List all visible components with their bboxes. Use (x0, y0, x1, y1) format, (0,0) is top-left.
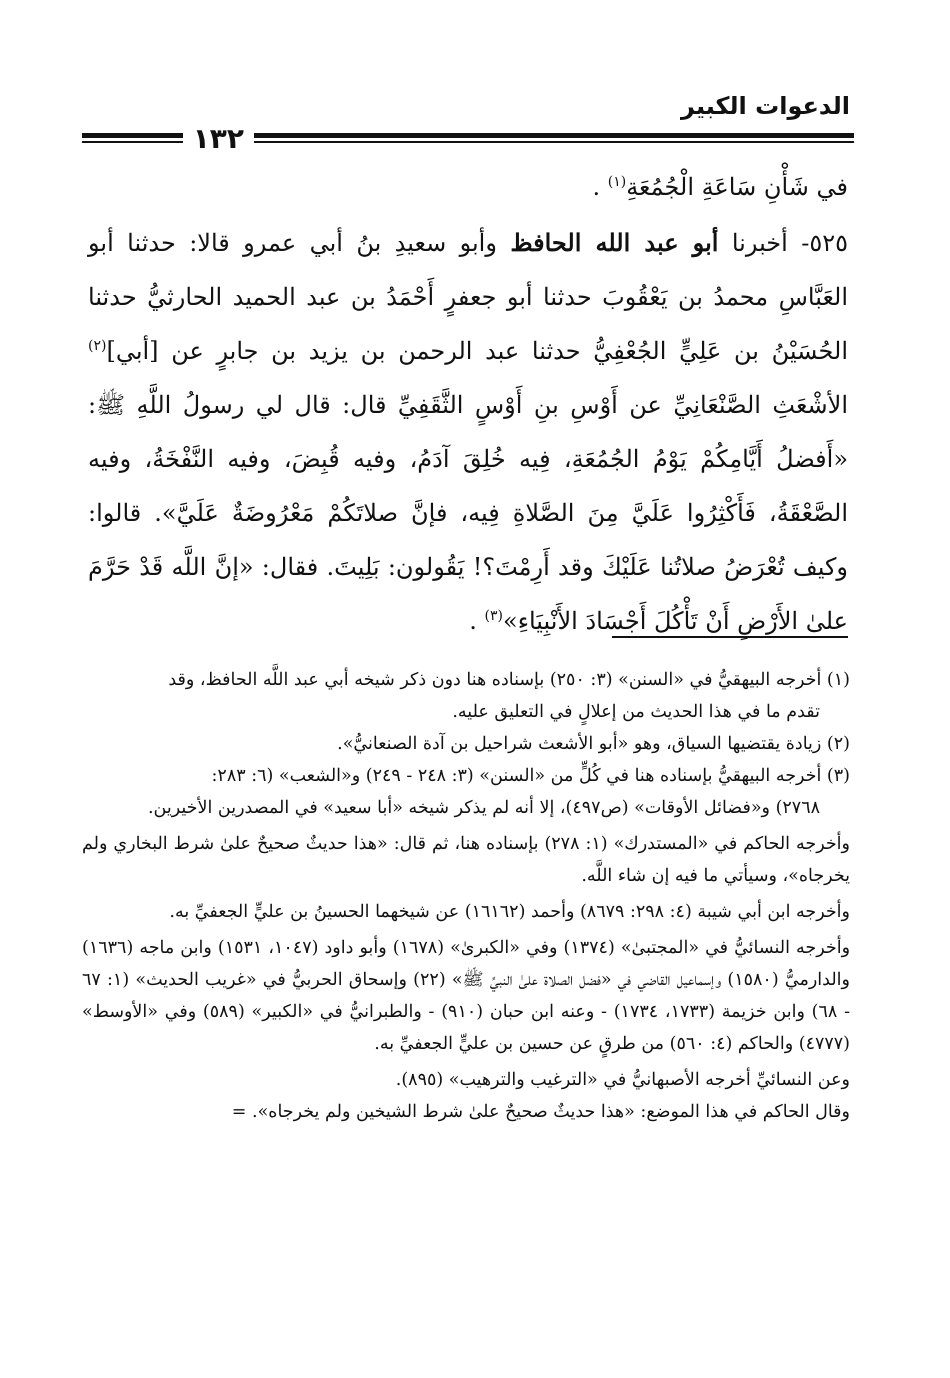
hadith-525 (88, 216, 848, 648)
continuation-text: في شَأْنِ سَاعَةِ الْجُمُعَةِ (626, 173, 848, 201)
footnote-3-para-6: وقال الحاكم في هذا الموضع: «هذا حديثٌ صحيحٌ علىٰ شرط الشيخين ولم يخرجاه». = (231, 1102, 850, 1122)
isnad-text: وأبو سعيدِ بنُ أبي عمرو قالا: حدثنا أبو العَبَّاسِ محمدُ بن يَعْقُوبَ حدثنا أبو جعفرٍ أَحْمَدُ بن عبد الحميد الحارثيُّ حدثنا الحُسَيْنُ بن عَلِيٍّ الجُعْفِيُّ حدثنا عبد الرحمن بن يزيد بن جابرٍ عن [أبي] (88, 229, 848, 365)
footnote-separator (612, 636, 848, 638)
hadith-number-text: ٥٢٥- أخبرنا (718, 229, 848, 257)
footnote-3: (٣) أخرجه البيهقيُّ بإسناده هنا في كُلٍّ من «السنن» (٣: ٢٤٨ - ٢٤٩) و«الشعب» (٦: ٢٨٣: (211, 766, 850, 786)
page-number: ١٣٢ (183, 121, 254, 157)
continuation-line (88, 160, 848, 214)
footnotes (82, 664, 850, 1128)
footnote-3-cont: ٢٧٦٨) و«فضائل الأوقات» (ص٤٩٧)، إلا أنه لم يذكر شيخه «أبا سعيد» في المصدرين الأخيرين. (147, 798, 820, 818)
footnote-ref-2: (٢) (88, 338, 107, 354)
footnote-ref-1: (١) (607, 174, 627, 190)
hadith-end: . (469, 607, 485, 635)
footnote-ref-3: (٣) (484, 608, 504, 624)
footnote-3-para-4: وأخرجه النسائيُّ في «المجتبىٰ» (١٣٧٤) وفي «الكبرىٰ» (١٦٧٨) وأبو داود (١٠٤٧، ١٥٣١) وابن ماجه (١٦٣٦) والدارميُّ (١٥٨٠) وإسماعيل القاضي في «فضل الصلاة علىٰ النبيِّ ﷺ» (٢٢) وإسحاق الحربيُّ في «غريب الحديث» (١: ٦٧ - ٦٨) وابن خزيمة (١٧٣٣، ١٧٣٤) - وعنه ابن حبان (٩١٠) - والطبرانيُّ في «الكبير» (٥٨٩) وفي «الأوسط» (٤٧٧٧) والحاكم (٤: ٥٦٠) من طرقٍ عن حسين بن عليٍّ الجعفيِّ به. (82, 938, 851, 1054)
narrator-name: أبو عبد الله الحافظ (510, 228, 719, 257)
footnote-3-para-3: وأخرجه ابن أبي شيبة (٤: ٢٩٨: ٨٦٧٩) وأحمد (١٦١٦٢) عن شيخهما الحسينُ بن عليٍّ الجعفيِّ به. (169, 902, 850, 922)
book-title: الدعوات الكبير (681, 92, 850, 120)
main-text (88, 160, 848, 648)
footnote-1: (١) أخرجه البيهقيُّ في «السنن» (٣: ٢٥٠) بإسناده هنا دون ذكر شيخه أبي عبد اللَّه الحافظ، وقد (168, 670, 850, 690)
matn-text: الأشْعَثِ الصَّنْعَانِيِّ عن أَوْسِ بنِ أَوْسٍ الثَّقَفِيِّ قال: قال لي رسولُ اللَّهِ ﷺ: «أَفضلُ أَيَّامِكُمْ يَوْمُ الجُمُعَةِ، فِيه خُلِقَ آدَمُ، وفيه قُبِضَ، وفيه النَّفْخَةُ، وفيه الصَّعْقَةُ، فَأَكْثِرُوا عَلَيَّ مِنَ الصَّلاةِ فِيه، فإنَّ صلاتَكُمْ مَعْرُوضَةٌ عَلَيَّ». قالوا: وكيف تُعْرَضُ صلاتُنا عَلَيْكَ وقد أَرِمْتَ؟! يَقُولون: بَلِيتَ. فقال: «إنَّ اللَّه قَدْ حَرَّمَ علىٰ الأَرْضِ أَنْ تَأْكُلَ أَجْسَادَ الأَنْبِيَاءِ» (88, 391, 848, 635)
footnote-2: (٢) زيادة يقتضيها السياق، وهو «أبو الأشعث شراحيل بن آدة الصنعانيُّ». (337, 734, 850, 754)
footnote-3-para-2: وأخرجه الحاكم في «المستدرك» (١: ٢٧٨) بإسناده هنا، ثم قال: «هذا حديثٌ صحيحٌ علىٰ شرط البخاري ولم يخرجاه»، وسيأتي ما فيه إن شاء اللَّه. (82, 834, 850, 886)
footnote-3-para-5: وعن النسائيِّ أخرجه الأصبهانيُّ في «الترغيب والترهيب» (٨٩٥). (395, 1070, 850, 1090)
footnote-1-cont: تقدم ما في هذا الحديث من إعلالٍ في التعليق عليه. (452, 702, 820, 722)
continuation-end: . (592, 173, 608, 201)
